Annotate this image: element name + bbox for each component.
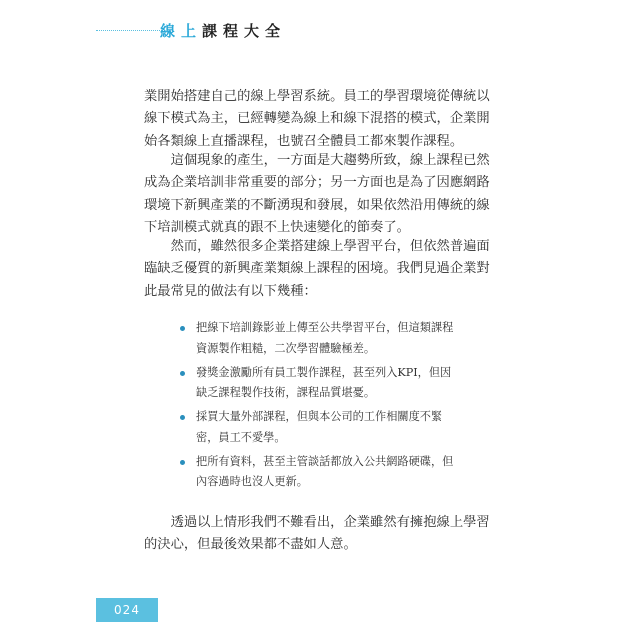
list-item-line: 把線下培訓錄影並上傳至公共學習平台，但這類課程 [196,321,454,334]
list-item [174,318,474,359]
list-item-line: 內容過時也沒人更新。 [196,475,308,488]
paragraph-line: 線下模式為主，已經轉變為線上和線下混搭的模式，企業開 [144,111,490,127]
bullet-list [174,318,474,496]
header-title-accent: 線上 [160,22,203,40]
paragraph-line: 此最常見的做法有以下幾種： [144,283,317,299]
list-item [174,452,474,493]
list-item-line: 缺乏課程製作技術，課程品質堪憂。 [196,386,376,399]
header-title-rest: 課程大全 [202,22,287,40]
paragraph-1 [144,86,500,153]
paragraph-line: 的決心，但最後效果都不盡如人意。 [144,537,357,553]
paragraph-line: 成為企業培訓非常重要的部分；另一方面也是為了因應網路 [144,175,490,191]
list-item-line: 採買大量外部課程，但與本公司的工作相關度不緊 [196,410,443,423]
paragraph-line: 然而，雖然很多企業搭建線上學習平台，但依然普遍面 [144,239,490,254]
page-number: 024 [96,598,158,622]
list-item-line: 把所有資料，甚至主管談話都放入公共網路硬碟，但 [196,454,454,468]
paragraph-line: 臨缺乏優質的新興產業類線上課程的困境。我們見過企業對 [144,261,490,277]
running-header [160,20,286,41]
bullet-icon [180,460,185,465]
list-item-line: 密，員工不愛學。 [196,430,286,444]
paragraph-4 [144,512,500,557]
paragraph-line: 透過以上情形我們不難看出，企業雖然有擁抱線上學習 [144,515,490,530]
list-item-line: 發獎金激勵所有員工製作課程，甚至列入KPI，但因 [196,365,452,379]
bullet-icon [180,371,185,376]
paragraph-line: 始各類線上直播課程，也號召全體員工都來製作課程。 [144,133,464,149]
paragraph-line: 環境下新興產業的不斷湧現和發展，如果依然沿用傳統的線 [144,197,490,213]
paragraph-3 [144,236,500,303]
bullet-icon [180,326,185,331]
header-divider [96,30,162,31]
paragraph-line: 下培訓模式就真的跟不上快速變化的節奏了。 [144,220,410,236]
paragraph-line: 這個現象的產生，一方面是大趨勢所致，線上課程已然 [144,153,490,168]
list-item [174,407,474,448]
paragraph-line: 業開始搭建自己的線上學習系統。員工的學習環境從傳統以 [144,89,490,104]
paragraph-2 [144,150,500,240]
list-item-line: 資源製作粗糙，二次學習體驗極差。 [196,341,376,355]
list-item [174,363,474,404]
bullet-icon [180,415,185,420]
